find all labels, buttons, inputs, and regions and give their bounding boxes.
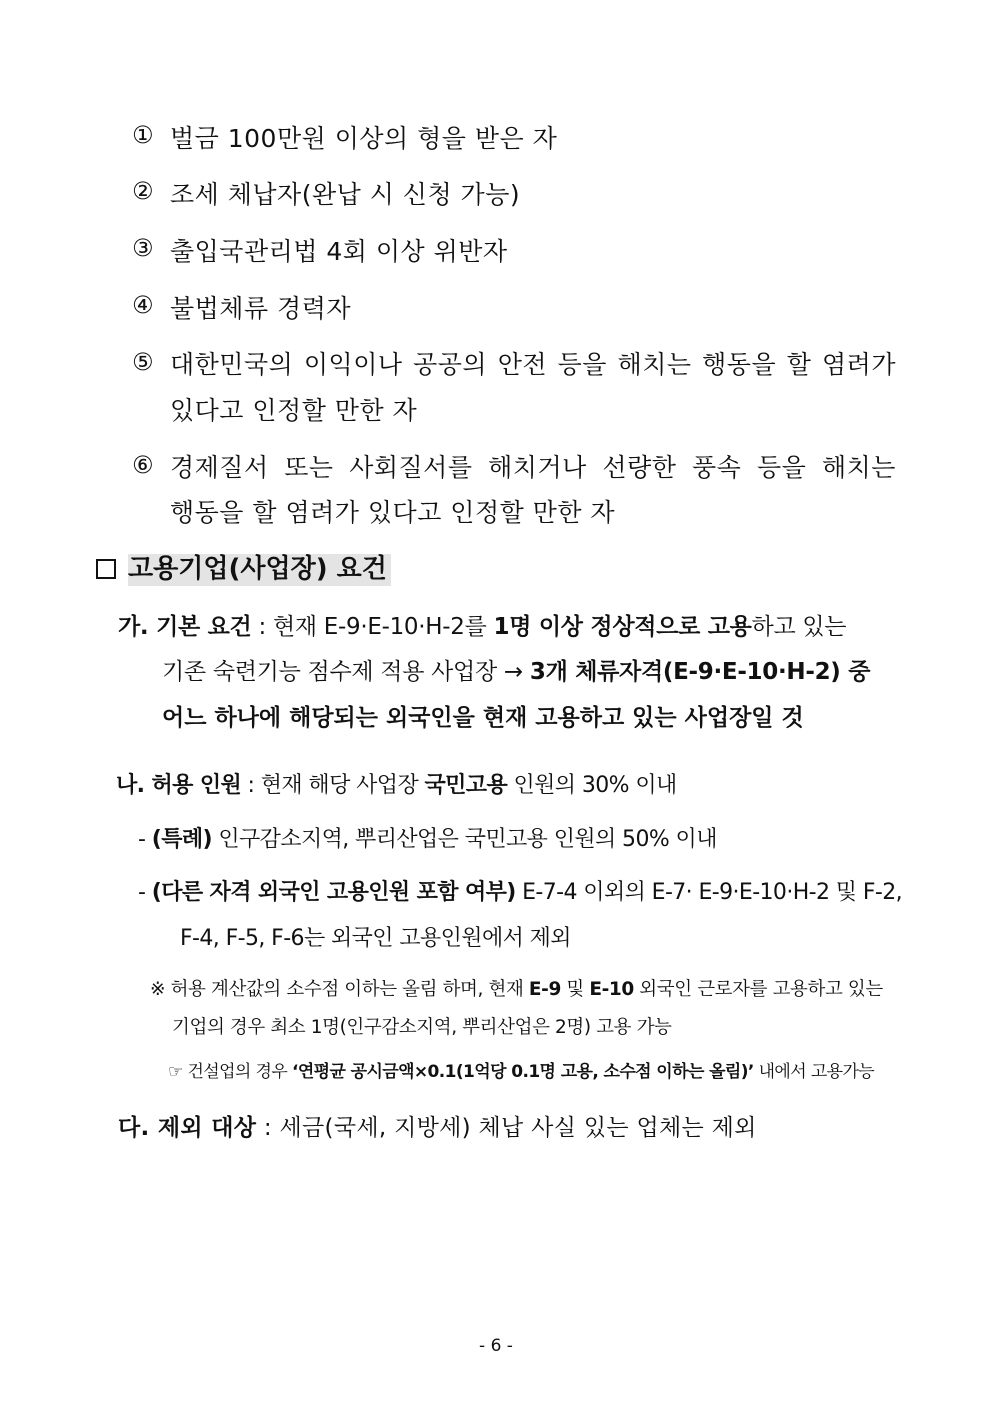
ga-text: 현재 E-9·E-10·H-2를 [272, 614, 494, 640]
ga-colon: : [251, 614, 273, 640]
list-item-text: 벌금 100만원 이상의 형을 받은 자 [170, 124, 558, 153]
ga-bold: 1명 이상 정상적으로 고용 [493, 614, 752, 640]
na-sub-2-line-2 [180, 921, 571, 952]
na-sub-bold: (특례) [151, 827, 212, 852]
section-title: 고용기업(사업장) 요건 [128, 554, 391, 586]
list-item-text: 출입국관리법 4회 이상 위반자 [170, 237, 508, 266]
na-sub-text: 인구감소지역, 뿌리산업은 국민고용 인원의 50% 이내 [211, 827, 717, 852]
ga-line-2 [162, 653, 870, 686]
word: 등을 [557, 350, 607, 379]
ga-bold: 어느 하나에 해당되는 외국인을 현재 고용하고 있는 사업장일 것 [162, 705, 804, 731]
na-text: 인원의 30% 이내 [507, 773, 677, 798]
da-text: : 세금(국세, 지방세) 체납 사실 있는 업체는 제외 [256, 1115, 757, 1141]
word: 염려가 [822, 350, 896, 379]
ga-text: 기존 숙련기능 점수제 적용 사업장 → [162, 659, 530, 685]
note-text: 및 [560, 979, 590, 1000]
checkbox-square-icon [96, 559, 116, 579]
note-text: 기업의 경우 최소 1명(인구감소지역, 뿌리산업은 2명) 고용 가능 [172, 1017, 672, 1038]
list-number: ① [132, 121, 154, 149]
list-item-text: 있다고 인정할 만한 자 [170, 396, 418, 425]
da-line [118, 1109, 757, 1142]
ga-line-3 [162, 699, 804, 732]
na-sub-text: F-4, F-5, F-6는 외국인 고용인원에서 제외 [180, 926, 571, 951]
word: 풍속 [692, 453, 742, 482]
dash: - [138, 880, 152, 905]
note-bold: E-10 [589, 979, 634, 1000]
word: 행동을 [702, 350, 777, 379]
na-label: 나. 허용 인원 [116, 773, 242, 798]
word: 사회질서를 [349, 453, 473, 482]
note-text: 내에서 고용가능 [753, 1062, 875, 1082]
ga-bold: 3개 체류자격(E-9·E-10·H-2) 중 [529, 659, 871, 685]
na-sub-text: E-7-4 이외의 E-7· E-9·E-10·H-2 및 F-2, [515, 880, 903, 905]
na-sub-2 [138, 875, 902, 906]
word: 할 [786, 350, 812, 379]
list-item-line [170, 448, 896, 484]
list-number: ③ [132, 234, 154, 262]
note-text: 건설업의 경우 [182, 1062, 292, 1082]
note-text: 허용 계산값의 소수점 이하는 올림 하며, 현재 [165, 979, 529, 1000]
word: 등을 [757, 453, 807, 482]
word: 이익이나 [303, 350, 403, 379]
note-line-1 [150, 975, 883, 1001]
ga-text: 하고 있는 [751, 614, 847, 640]
word: 경제질서 [170, 453, 269, 482]
page-number: - 6 - [479, 1336, 513, 1356]
ga-line-1 [118, 608, 896, 641]
list-item-text: 행동을 할 염려가 있다고 인정할 만한 자 [170, 498, 616, 527]
pointing-hand-icon: ☞ [168, 1062, 183, 1082]
section-heading [96, 548, 391, 585]
note-bold: ‘연평균 공시금액×0.1(1억당 0.1명 고용, 소수점 이하는 올림)’ [291, 1062, 754, 1082]
note-bold: E-9 [528, 979, 561, 1000]
list-number: ⑥ [132, 451, 154, 479]
na-bold: 국민고용 [424, 773, 508, 798]
note-line-2 [172, 1013, 672, 1039]
list-number: ② [132, 177, 154, 205]
na-text: : 현재 해당 사업장 [241, 773, 425, 798]
list-item-line [170, 345, 896, 381]
word: 해치는 [821, 453, 896, 482]
list-number: ⑤ [132, 348, 154, 376]
na-sub-1 [138, 822, 717, 853]
word: 안전 [497, 350, 548, 379]
list-item-text: 불법체류 경력자 [170, 294, 351, 323]
word: 해치는 [617, 350, 692, 379]
na-sub-bold: (다른 자격 외국인 고용인원 포함 여부) [151, 880, 516, 905]
word: 또는 [284, 453, 334, 482]
word: 대한민국의 [170, 350, 294, 379]
ga-label: 가. 기본 요건 [118, 614, 252, 640]
list-item-text: 조세 체납자(완납 시 신청 가능) [170, 180, 521, 209]
list-number: ④ [132, 291, 154, 319]
word: 해치거나 [488, 453, 587, 482]
word: 공공의 [413, 350, 488, 379]
construction-note [168, 1057, 874, 1082]
na-line-1 [116, 768, 677, 799]
da-label: 다. 제외 대상 [118, 1115, 257, 1141]
word: 선량한 [602, 453, 677, 482]
dash: - [138, 827, 152, 852]
note-text: 외국인 근로자를 고용하고 있는 [633, 979, 883, 1000]
reference-mark-icon: ※ [150, 979, 166, 1000]
